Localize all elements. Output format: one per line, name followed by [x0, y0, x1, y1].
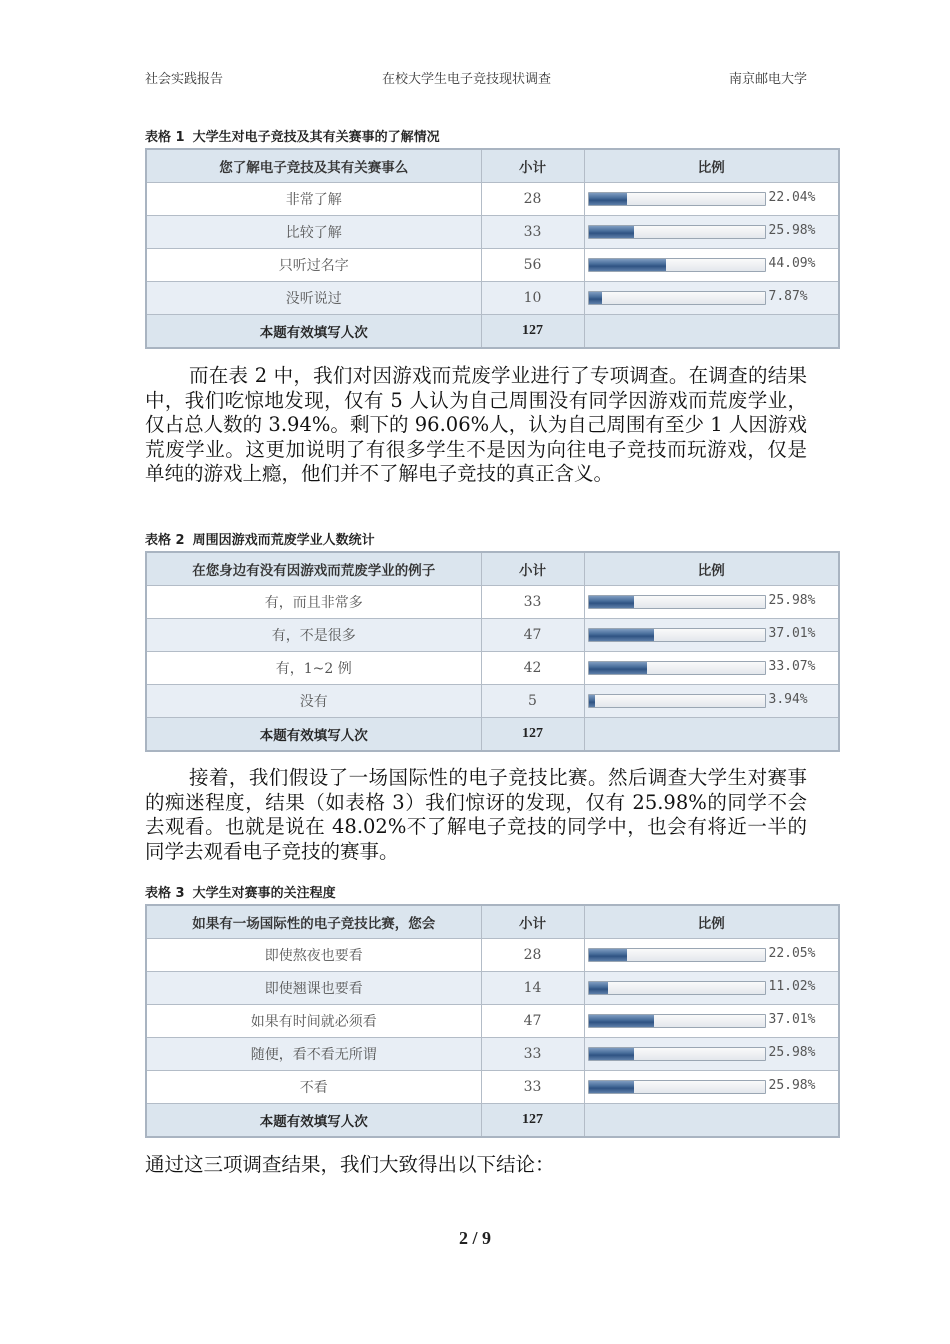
- option-ratio: [584, 183, 839, 216]
- ratio-percent: 37.01%: [768, 1012, 816, 1027]
- progress-bar-fill: [589, 1015, 654, 1027]
- table-row: [146, 282, 839, 315]
- page-number: 2 / 9: [458, 1228, 491, 1248]
- progress-bar: [588, 595, 766, 609]
- progress-bar: [588, 1047, 766, 1061]
- option-count: 33: [481, 1071, 584, 1104]
- progress-bar: [588, 981, 766, 995]
- ratio-percent: 37.01%: [768, 626, 816, 641]
- progress-bar: [588, 1080, 766, 1094]
- table-row: [146, 972, 839, 1005]
- option-count: 47: [481, 619, 584, 652]
- table-row: [146, 939, 839, 972]
- table1-caption-title: 大学生对电子竞技及其有关赛事的了解情况: [192, 130, 440, 145]
- total-ratio-empty: [584, 1104, 839, 1138]
- progress-bar-fill: [589, 949, 628, 961]
- option-count: 28: [481, 939, 584, 972]
- ratio-percent: 11.02%: [768, 979, 816, 994]
- total-count: 127: [481, 315, 584, 349]
- ratio-percent: 33.07%: [768, 659, 816, 674]
- total-label: 本题有效填写人次: [146, 718, 481, 752]
- total-ratio-empty: [584, 315, 839, 349]
- option-count: 14: [481, 972, 584, 1005]
- progress-bar-fill: [589, 226, 635, 238]
- option-label: 没听说过: [146, 282, 481, 315]
- paragraph-1: 而在表 2 中，我们对因游戏而荒废学业进行了专项调查。在调查的结果中，我们吃惊地发现，仅有 5 人认为自己周围没有同学因游戏而荒废学业，仅占总人数的 3.94%。剩下的 96.06%人，认为自己周围有至少 1 人因游戏荒废学业。这更加说明了有很多学生不是因为向往电子竞技而玩游戏，仅是单纯的游戏上瘾，他们并不了解电子竞技的真正含义。: [145, 364, 807, 485]
- option-ratio: [584, 939, 839, 972]
- total-label: 本题有效填写人次: [146, 315, 481, 349]
- paragraph-3: 通过这三项调查结果，我们大致得出以下结论：: [145, 1153, 555, 1176]
- option-label: 即使翘课也要看: [146, 972, 481, 1005]
- option-label: 有，而且非常多: [146, 586, 481, 619]
- header-center: 在校大学生电子竞技现状调查: [382, 72, 552, 87]
- option-count: 33: [481, 1038, 584, 1071]
- option-ratio: [584, 619, 839, 652]
- table-header-row: [146, 552, 839, 586]
- table-header-row: [146, 149, 839, 183]
- option-count: 56: [481, 249, 584, 282]
- option-label: 只听过名字: [146, 249, 481, 282]
- table-row: [146, 1071, 839, 1104]
- ratio-percent: 22.04%: [768, 190, 816, 205]
- table2-caption-title: 周围因游戏而荒废学业人数统计: [192, 533, 375, 548]
- option-label: 随便，看不看无所谓: [146, 1038, 481, 1071]
- progress-bar-fill: [589, 259, 667, 271]
- total-ratio-empty: [584, 718, 839, 752]
- progress-bar: [588, 225, 766, 239]
- table-total-row: [146, 1104, 839, 1138]
- page-header: [145, 68, 807, 88]
- progress-bar: [588, 661, 766, 675]
- ratio-percent: 25.98%: [768, 593, 816, 608]
- option-count: 33: [481, 586, 584, 619]
- progress-bar: [588, 1014, 766, 1028]
- progress-bar-fill: [589, 662, 647, 674]
- col-ratio: 比例: [584, 905, 839, 939]
- col-count: 小计: [481, 552, 584, 586]
- option-label: 没有: [146, 685, 481, 718]
- table-row: [146, 652, 839, 685]
- table-row: [146, 216, 839, 249]
- option-ratio: [584, 586, 839, 619]
- col-count: 小计: [481, 149, 584, 183]
- option-label: 有，1~2 例: [146, 652, 481, 685]
- table2-caption: [145, 529, 375, 548]
- table-row: [146, 1038, 839, 1071]
- option-label: 比较了解: [146, 216, 481, 249]
- progress-bar: [588, 948, 766, 962]
- option-ratio: [584, 282, 839, 315]
- table3: [145, 904, 840, 1138]
- ratio-percent: 25.98%: [768, 1045, 816, 1060]
- option-ratio: [584, 972, 839, 1005]
- option-count: 33: [481, 216, 584, 249]
- option-ratio: [584, 1005, 839, 1038]
- total-label: 本题有效填写人次: [146, 1104, 481, 1138]
- option-ratio: [584, 685, 839, 718]
- paragraph-2: 接着，我们假设了一场国际性的电子竞技比赛。然后调查大学生对赛事的痴迷程度，结果（如表格 3）我们惊讶的发现，仅有 25.98%的同学不会去观看。也就是说在 48.02%不了解电子竞技的同学中，也会有将近一半的同学去观看电子竞技的赛事。: [145, 766, 807, 863]
- progress-bar: [588, 291, 766, 305]
- option-label: 不看: [146, 1071, 481, 1104]
- option-count: 5: [481, 685, 584, 718]
- option-ratio: [584, 1038, 839, 1071]
- option-ratio: [584, 216, 839, 249]
- table-row: [146, 685, 839, 718]
- header-right: 南京邮电大学: [728, 72, 807, 87]
- table3-caption-num: 表格 3: [145, 886, 185, 901]
- col-question: 您了解电子竞技及其有关赛事么: [146, 149, 481, 183]
- table-header-row: [146, 905, 839, 939]
- table2: [145, 551, 840, 752]
- table1-caption: [145, 126, 440, 145]
- ratio-percent: 25.98%: [768, 1078, 816, 1093]
- progress-bar-fill: [589, 292, 603, 304]
- progress-bar: [588, 628, 766, 642]
- table-row: [146, 249, 839, 282]
- progress-bar: [588, 258, 766, 272]
- table-total-row: [146, 315, 839, 349]
- table3-caption: [145, 882, 336, 901]
- option-count: 42: [481, 652, 584, 685]
- option-ratio: [584, 1071, 839, 1104]
- progress-bar-fill: [589, 695, 596, 707]
- progress-bar-fill: [589, 596, 635, 608]
- col-ratio: 比例: [584, 149, 839, 183]
- table1-caption-num: 表格 1: [145, 130, 185, 145]
- table1: [145, 148, 840, 349]
- table-row: [146, 1005, 839, 1038]
- table-row: [146, 586, 839, 619]
- col-question: 如果有一场国际性的电子竞技比赛，您会: [146, 905, 481, 939]
- option-label: 非常了解: [146, 183, 481, 216]
- progress-bar-fill: [589, 982, 608, 994]
- option-label: 如果有时间就必须看: [146, 1005, 481, 1038]
- progress-bar: [588, 192, 766, 206]
- option-ratio: [584, 249, 839, 282]
- option-count: 10: [481, 282, 584, 315]
- table3-caption-title: 大学生对赛事的关注程度: [192, 886, 336, 901]
- header-left: 社会实践报告: [145, 72, 224, 87]
- option-label: 即使熬夜也要看: [146, 939, 481, 972]
- progress-bar-fill: [589, 1081, 635, 1093]
- col-ratio: 比例: [584, 552, 839, 586]
- progress-bar-fill: [589, 193, 628, 205]
- table-row: [146, 183, 839, 216]
- total-count: 127: [481, 718, 584, 752]
- progress-bar-fill: [589, 1048, 635, 1060]
- option-ratio: [584, 652, 839, 685]
- progress-bar-fill: [589, 629, 654, 641]
- ratio-percent: 3.94%: [768, 692, 808, 707]
- option-count: 28: [481, 183, 584, 216]
- option-count: 47: [481, 1005, 584, 1038]
- total-count: 127: [481, 1104, 584, 1138]
- col-question: 在您身边有没有因游戏而荒废学业的例子: [146, 552, 481, 586]
- ratio-percent: 25.98%: [768, 223, 816, 238]
- progress-bar: [588, 694, 766, 708]
- table-total-row: [146, 718, 839, 752]
- ratio-percent: 22.05%: [768, 946, 816, 961]
- col-count: 小计: [481, 905, 584, 939]
- option-label: 有，不是很多: [146, 619, 481, 652]
- ratio-percent: 44.09%: [768, 256, 816, 271]
- ratio-percent: 7.87%: [768, 289, 808, 304]
- table-row: [146, 619, 839, 652]
- table2-caption-num: 表格 2: [145, 533, 185, 548]
